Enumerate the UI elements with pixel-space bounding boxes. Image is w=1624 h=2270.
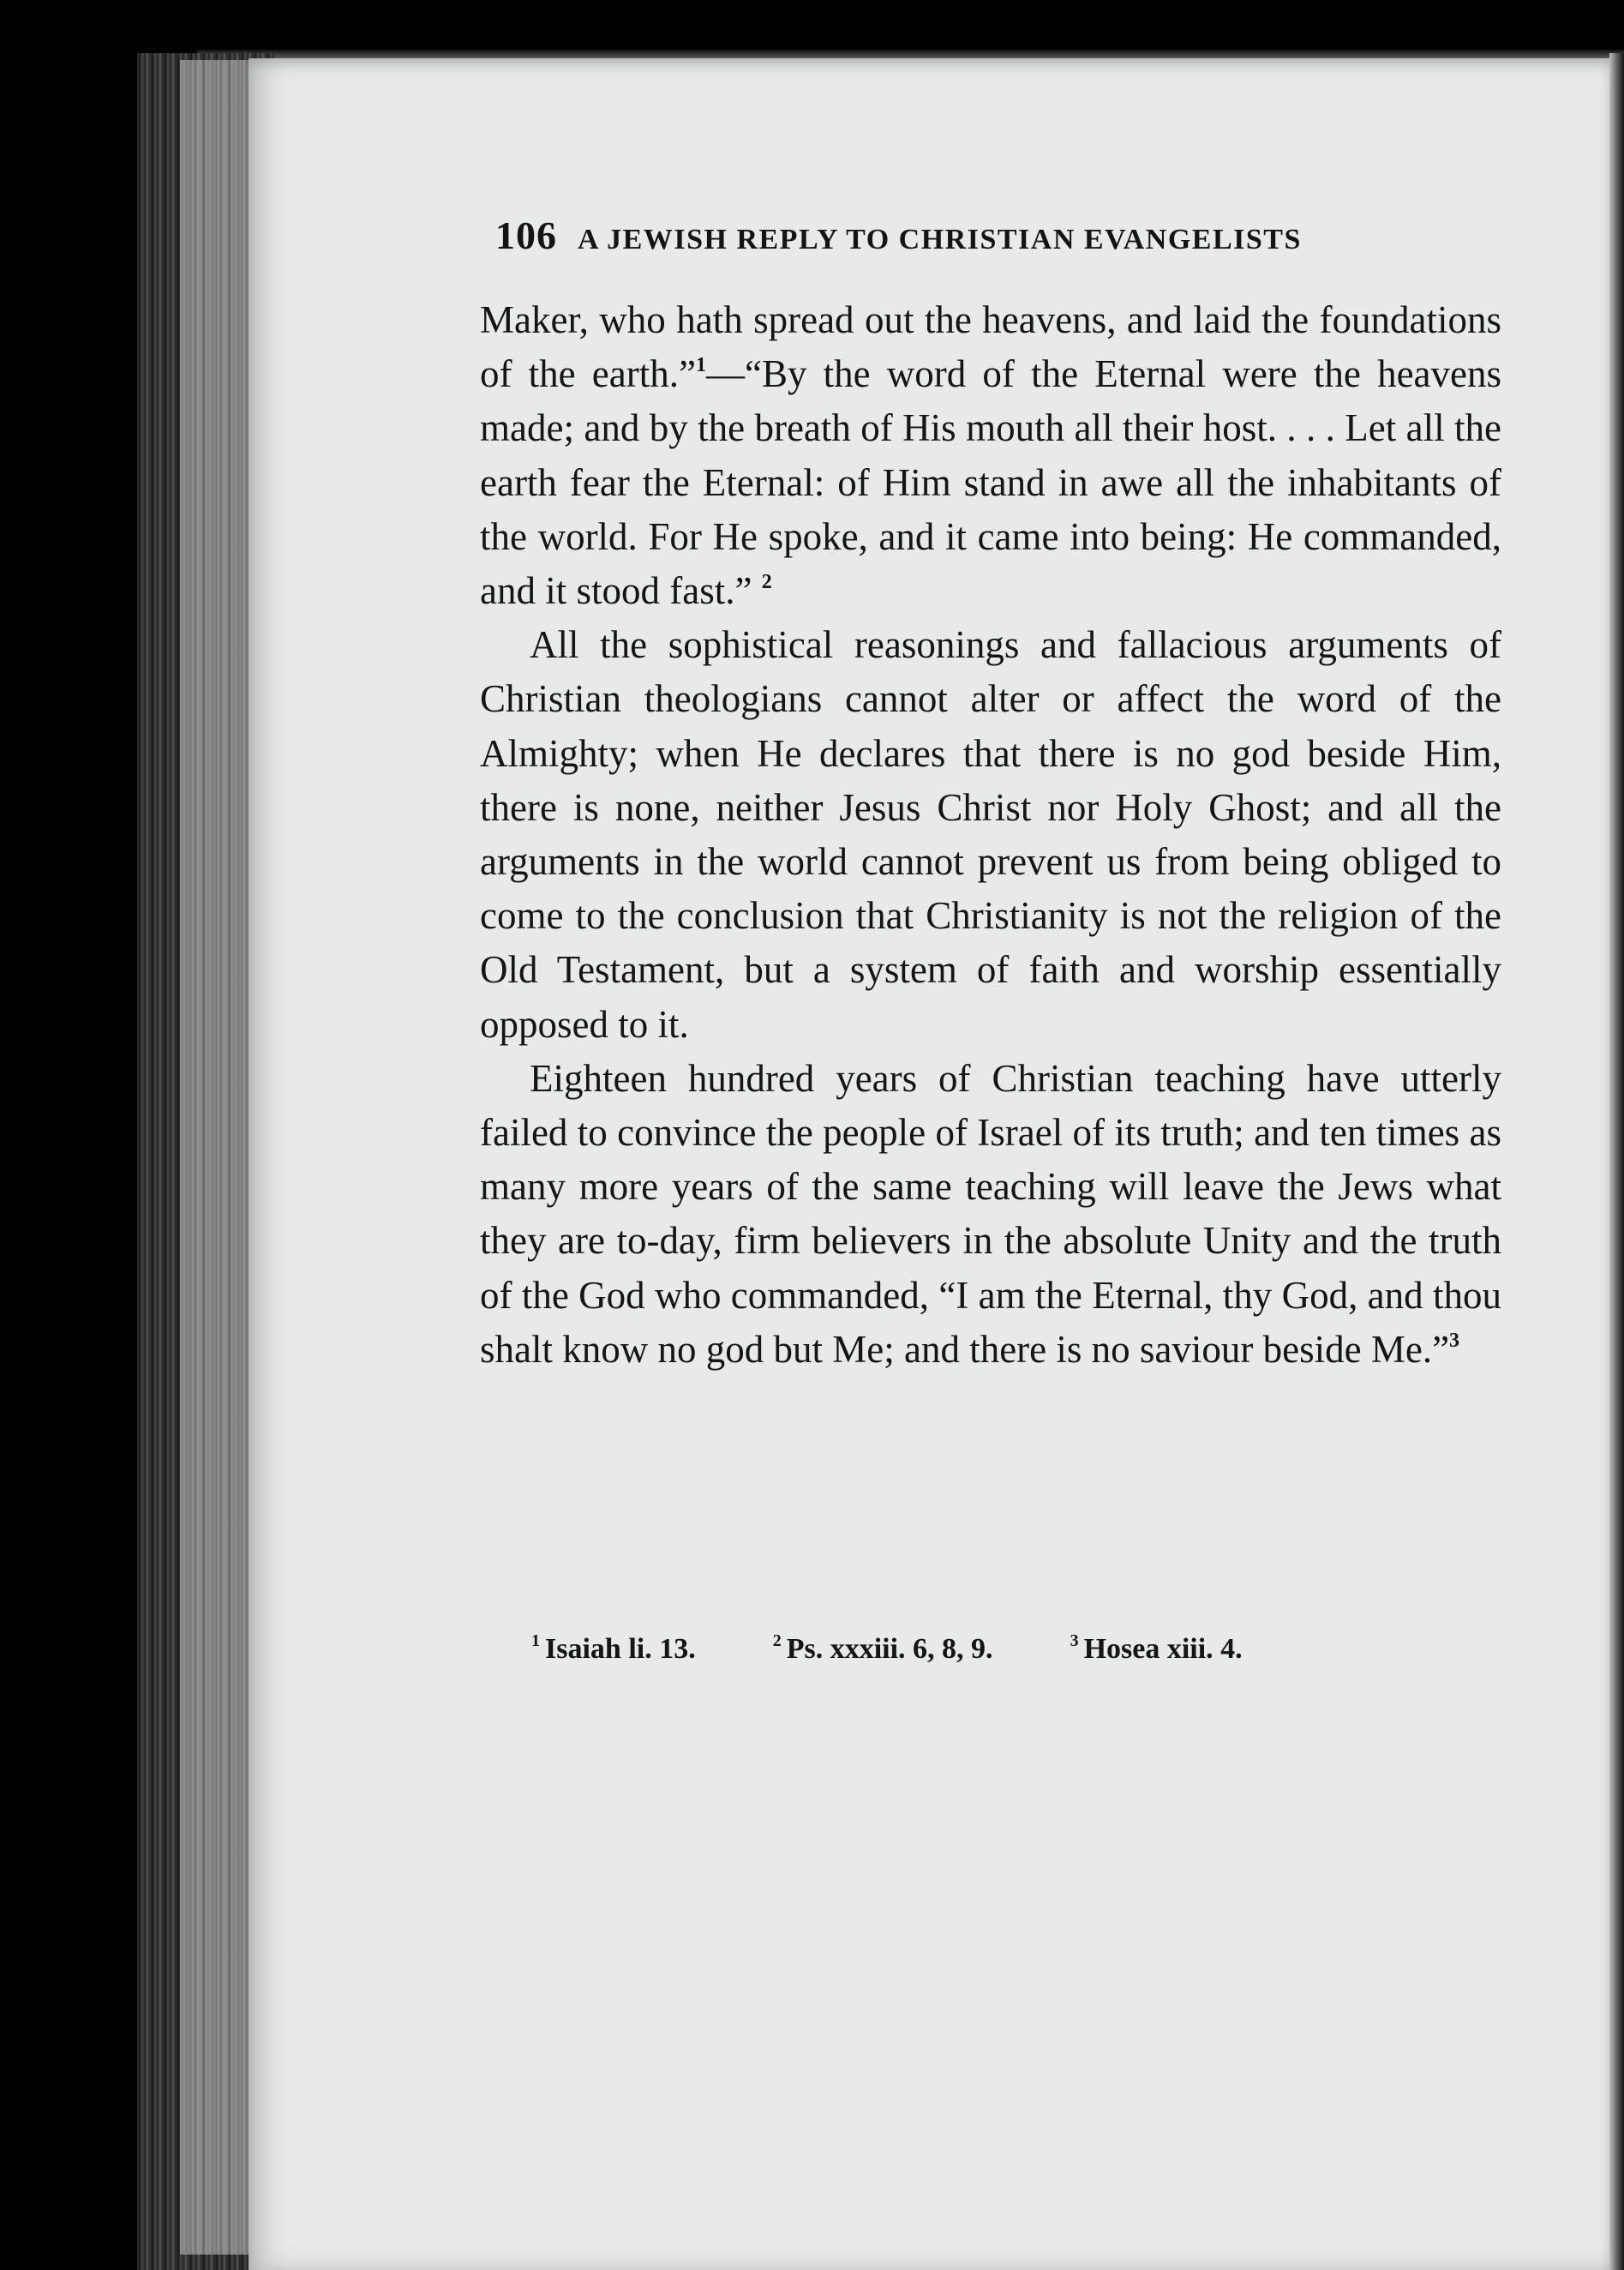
paragraph-1-part-1: Maker, who hath spread out the heavens, and laid the foundations of the earth.” [480,298,1501,396]
page-stack-edge [180,60,257,2255]
footnotes [531,1631,1440,1666]
footnote-2-mark: 2 [772,1631,782,1650]
page-number: 106 [495,213,557,257]
running-head [495,213,1447,261]
paragraph-3-text: Eighteen hundred years of Christian teaching have utterly failed to convince the people of Israel of its truth; and ten times as many more years of the same teaching will leave the Jews what they are to-day, firm believers in the absolute Unity and the truth of the God who commanded, “I am the Eternal, thy God, and thou shalt know no god but Me; and there is no saviour beside Me.” [480,1056,1501,1371]
footnote-3 [1070,1631,1243,1666]
footnote-2 [773,1631,993,1666]
paragraph-1-part-2: —“By the word of the Eternal were the heavens made; and by the breath of His mouth all their host. . . . Let all the earth fear the Eternal: of Him stand in awe all the inhabitants of the world. For He spoke, and it came into being: He commanded, and it stood fast.” [480,352,1501,613]
footnote-1 [531,1631,696,1666]
footnote-3-text: Hosea xiii. 4. [1083,1633,1243,1665]
paragraph-1 [480,293,1501,618]
book-right-edge [1609,53,1624,2270]
footnote-ref-2: 2 [761,571,772,594]
footnote-3-mark: 3 [1070,1631,1079,1650]
footnote-2-text: Ps. xxxiii. 6, 8, 9. [786,1633,993,1665]
footnote-1-text: Isaiah li. 13. [545,1633,696,1665]
paragraph-3 [480,1052,1501,1377]
footnote-ref-1: 1 [695,354,706,377]
paragraph-2: All the sophistical reasonings and fallacious arguments of Christian theologians cannot alter or affect the word of the Almighty; when He declares that there is no god beside Him, there is none, neither Jesus Christ nor Holy Ghost; and all the arguments in the world cannot prevent us from being obliged to come to the conclusion that Christianity is not the religion of the Old Testament, but a system of faith and worship essentially opposed to it. [480,623,1501,1046]
footnote-1-mark: 1 [531,1631,540,1650]
running-title: A JEWISH REPLY TO CHRISTIAN EVANGELISTS [578,224,1302,255]
footnote-ref-3: 3 [1449,1329,1460,1352]
body-text [480,293,1501,1377]
